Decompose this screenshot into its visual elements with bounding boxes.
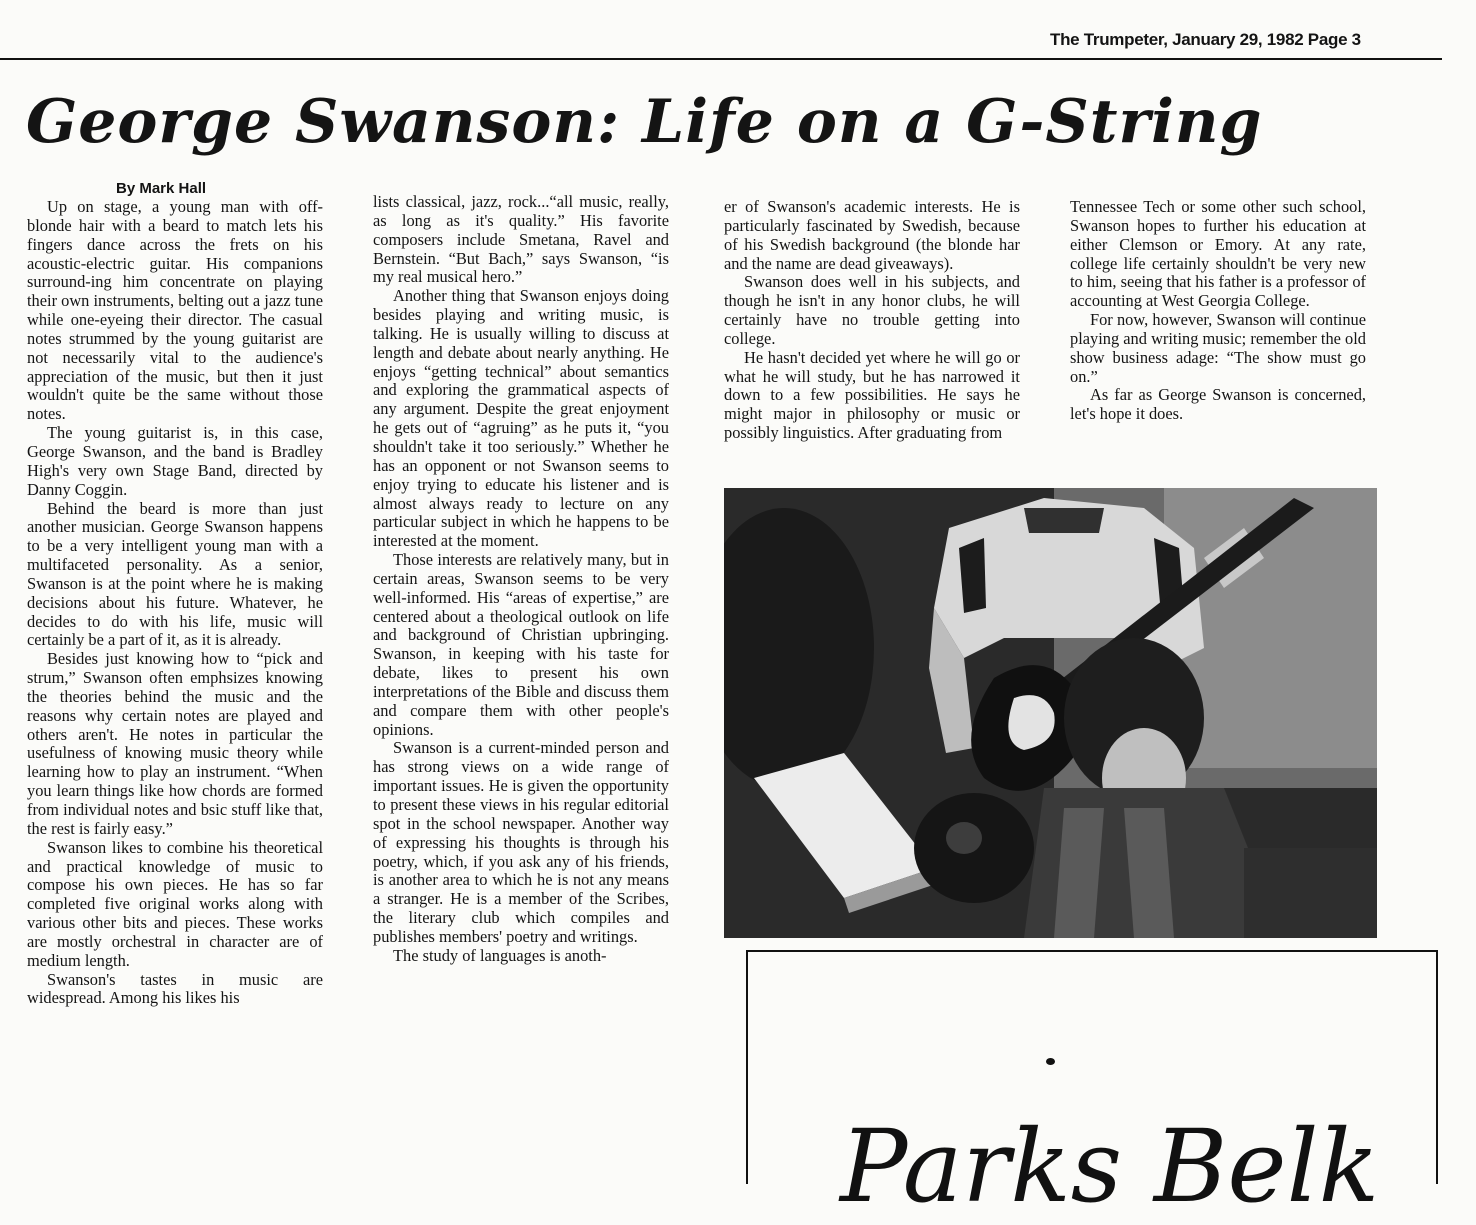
article-paragraph: Another thing that Swanson enjoys doing besides playing and writing music, is talking. He is usually willing to discuss at length and debate about nearly anything. He enjoys “getting technical” about semantics and exploring the grammatical aspects of any argument. Despite the great enjoyment he gets out of “agruing” as he puts it, “you shouldn't take it too seriously.” Whether he has an opponent or not Swanson seems to enjoy trying to educate his listener and is almost always ready to lecture on any particular subject in which he happens to be interested at the moment. bbox=[373, 286, 669, 551]
article-paragraph: Besides just knowing how to “pick and strum,” Swanson often emphsizes knowing the theories behind the music and the reasons why certain notes are played and others aren't. He notes in particular the usefulness of knowing music theory while learning how to play an instrument. “When you learn things like how chords are formed from individual notes and bsic stuff like that, the rest is fairly easy.” bbox=[27, 649, 323, 838]
ad-bullet-mark bbox=[1046, 1058, 1055, 1065]
header-rule bbox=[0, 58, 1442, 60]
article-paragraph: He hasn't decided yet where he will go or what he will study, but he has narrowed it down to a few possibilities. He says he might major in philosophy or music or possibly linguistics. After graduating from bbox=[724, 347, 1020, 443]
article-paragraph: Swanson likes to combine his theoretical and practical knowledge of music to compose his own pieces. He has so far completed five original works along with various other bits and pieces. These works are mostly orchestral in character are of medium length. bbox=[27, 837, 323, 970]
article-paragraph: er of Swanson's academic interests. He is particularly fascinated by Swedish, because of his Swedish background (the blonde har and the name are dead giveaways). bbox=[724, 197, 1020, 273]
article-column-3 bbox=[724, 198, 1020, 443]
article-paragraph: The study of languages is anoth- bbox=[393, 945, 607, 965]
article-headline: George Swanson: Life on a G-String bbox=[26, 87, 1263, 157]
article-paragraph: lists classical, jazz, rock...“all music, really, as long as it's quality.” His favorite composers include Smetana, Ravel and Bernstein. “But Bach,” says Swanson, “is my real musical hero.” bbox=[373, 192, 669, 287]
article-column-1 bbox=[27, 198, 323, 1008]
article-paragraph: Swanson's tastes in music are widespread. Among his likes his bbox=[27, 969, 323, 1008]
article-paragraph: As far as George Swanson is concerned, let's hope it does. bbox=[1070, 385, 1366, 424]
article-paragraph: For now, however, Swanson will continue playing and writing music; remember the old show business adage: “The show must go on.” bbox=[1070, 310, 1366, 386]
article-paragraph: Up on stage, a young man with off-blonde hair with a beard to match lets his fingers dance across the frets on his acoustic-electric guitar. His companions surround-ing him concentrate on playing their own instruments, belting out a jazz tune while one-eyeing their director. The casual notes strummed by the young guitarist are not necessarily vital to the audience's appreciation of the music, but then it just wouldn't quite be the same without those notes. bbox=[27, 197, 323, 424]
article-column-2 bbox=[373, 193, 669, 966]
photo-illustration bbox=[724, 488, 1377, 938]
parks-belk-advertisement bbox=[746, 950, 1438, 1225]
article-paragraph: Swanson does well in his subjects, and though he isn't in any honor clubs, he will certainly have no trouble getting into college. bbox=[724, 272, 1020, 348]
parks-belk-logo: Parks Belk bbox=[840, 1108, 1380, 1225]
byline: By Mark Hall bbox=[116, 180, 207, 197]
article-paragraph: The young guitarist is, in this case, George Swanson, and the band is Bradley High's very own Stage Band, directed by Danny Coggin. bbox=[27, 423, 323, 499]
article-paragraph: Those interests are relatively many, but in certain areas, Swanson seems to be very well-informed. His “areas of expertise,” are centered about a theological outlook on life and background of Christian upbringing. Swanson, in keeping with his taste for debate, likes to present his own interpretations of the Bible and discuss them and compare them with other people's opinions. bbox=[373, 550, 669, 739]
article-paragraph: Swanson is a current-minded person and has strong views on a wide range of important issues. He is given the opportunity to present these views in his regular editorial spot in the school newspaper. Another way of expressing his thoughts is through his poetry, which, if you ask any of his friends, is another area to which he is not any means a stranger. He is a member of the Scribes, the literary club which compiles and publishes members' poetry and writings. bbox=[373, 738, 669, 946]
article-paragraph: Tennessee Tech or some other such school, Swanson hopes to further his education at either Clemson or Emory. At any rate, college life certainly shouldn't be very new to him, seeing that his father is a professor of accounting at West Georgia College. bbox=[1070, 197, 1366, 311]
guitarist-photo bbox=[724, 488, 1377, 938]
masthead-dateline: The Trumpeter, January 29, 1982 Page 3 bbox=[1050, 30, 1361, 49]
article-column-4 bbox=[1070, 198, 1366, 424]
article-paragraph: Behind the beard is more than just another musician. George Swanson happens to be a very intelligent young man with a multifaceted personality. As a senior, Swanson is at the point where he is making decisions about his future. Whatever, he decides to do with his life, music will certainly be a part of it, as it is already. bbox=[27, 498, 323, 650]
